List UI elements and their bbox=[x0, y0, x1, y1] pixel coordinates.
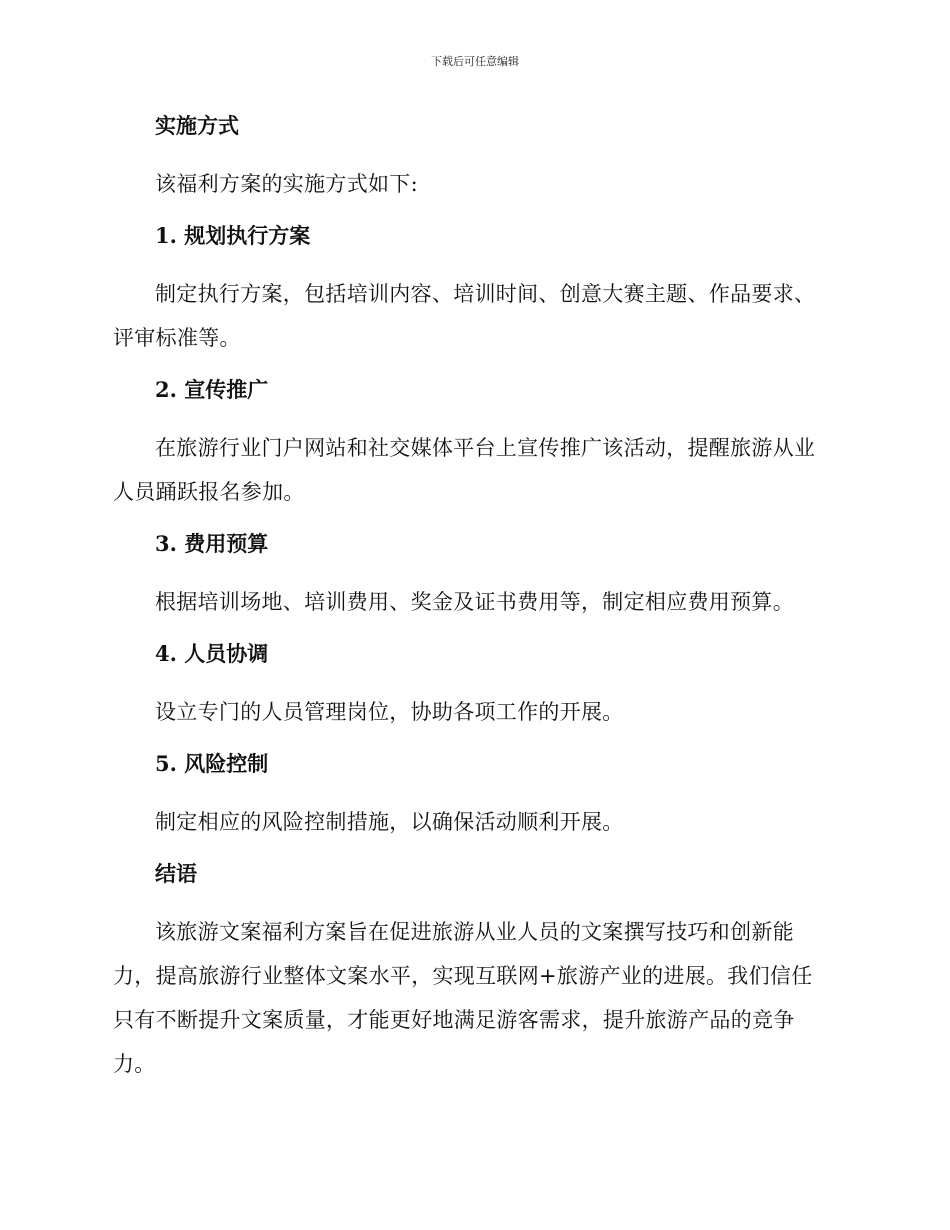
paragraph-intro: 该福利方案的实施方式如下: bbox=[155, 172, 418, 196]
section-heading-plan: 1. 规划执行方案 bbox=[155, 223, 311, 248]
page-header-note: 下载后可任意编辑 bbox=[431, 55, 519, 68]
section-heading-implementation: 实施方式 bbox=[155, 113, 239, 138]
document-body bbox=[113, 108, 833, 1098]
paragraph-conclusion: 该旅游文案福利方案旨在促进旅游从业人员的文案撰写技巧和创新能力，提高旅游行业整体文案水平，实现互联网+旅游产业的进展。我们信任只有不断提升文案质量，才能更好地满足游客需求，提升旅游产品的竞争力。 bbox=[113, 920, 813, 1076]
paragraph-risk: 制定相应的风险控制措施，以确保活动顺利开展。 bbox=[155, 810, 624, 834]
section-heading-promotion: 2. 宣传推广 bbox=[155, 377, 269, 402]
section-heading-risk: 5. 风险控制 bbox=[155, 751, 269, 776]
paragraph-budget: 根据培训场地、培训费用、奖金及证书费用等，制定相应费用预算。 bbox=[155, 590, 794, 614]
paragraph-promotion: 在旅游行业门户网站和社交媒体平台上宣传推广该活动，提醒旅游从业人员踊跃报名参加。 bbox=[113, 436, 816, 504]
paragraph-plan: 制定执行方案，包括培训内容、培训时间、创意大赛主题、作品要求、评审标准等。 bbox=[113, 282, 816, 350]
section-heading-budget: 3. 费用预算 bbox=[155, 531, 269, 556]
paragraph-coordination: 设立专门的人员管理岗位，协助各项工作的开展。 bbox=[155, 700, 624, 724]
section-heading-conclusion: 结语 bbox=[155, 861, 197, 886]
section-heading-coordination: 4. 人员协调 bbox=[155, 641, 269, 666]
